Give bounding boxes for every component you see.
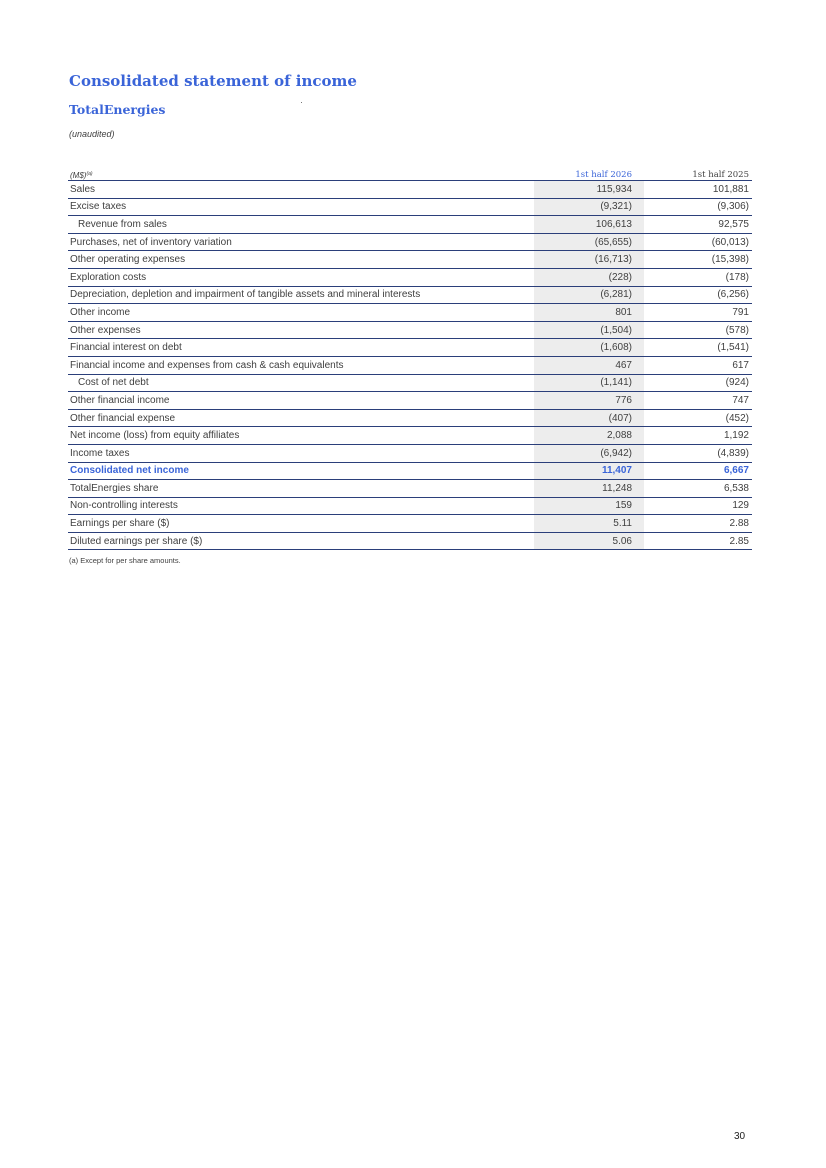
table-row — [68, 497, 752, 515]
table-row — [68, 181, 752, 199]
previous-value: (924) — [644, 374, 752, 392]
previous-value: (9,306) — [644, 198, 752, 216]
row-label: Purchases, net of inventory variation — [68, 233, 534, 251]
table-row — [68, 233, 752, 251]
row-label: Financial income and expenses from cash & cash equivalents — [68, 356, 534, 374]
previous-value: 791 — [644, 304, 752, 322]
previous-value: 6,538 — [644, 480, 752, 498]
table-row — [68, 321, 752, 339]
row-label: TotalEnergies share — [68, 480, 534, 498]
row-label: Excise taxes — [68, 198, 534, 216]
table-row — [68, 444, 752, 462]
previous-value: 1,192 — [644, 427, 752, 445]
current-value: (228) — [534, 268, 644, 286]
page-title: Consolidated statement of income — [69, 72, 357, 90]
table-row — [68, 286, 752, 304]
previous-value: (15,398) — [644, 251, 752, 269]
unit-label: (M$) — [70, 171, 87, 180]
previous-value: 2.85 — [644, 532, 752, 550]
previous-period-header: 1st half 2025 — [644, 164, 752, 181]
row-label: Other income — [68, 304, 534, 322]
income-statement-table — [68, 164, 752, 550]
row-label: Exploration costs — [68, 268, 534, 286]
previous-value: (178) — [644, 268, 752, 286]
current-value: 2,088 — [534, 427, 644, 445]
previous-value: 2.88 — [644, 515, 752, 533]
previous-value: 6,667 — [644, 462, 752, 480]
current-value: (9,321) — [534, 198, 644, 216]
current-period-header: 1st half 2026 — [534, 164, 644, 181]
table-row — [68, 480, 752, 498]
unit-footnote-mark: (a) — [86, 171, 93, 177]
previous-value: (1,541) — [644, 339, 752, 357]
current-value: 5.06 — [534, 532, 644, 550]
previous-value: 101,881 — [644, 181, 752, 199]
table-row — [68, 409, 752, 427]
row-label: Revenue from sales — [68, 216, 534, 234]
company-name: TotalEnergies — [69, 102, 166, 117]
table-row — [68, 251, 752, 269]
current-value: 5.11 — [534, 515, 644, 533]
previous-value: 747 — [644, 392, 752, 410]
previous-value: (578) — [644, 321, 752, 339]
row-label: Other financial expense — [68, 409, 534, 427]
current-value: 159 — [534, 497, 644, 515]
previous-value: 129 — [644, 497, 752, 515]
current-value: (1,504) — [534, 321, 644, 339]
row-label: Financial interest on debt — [68, 339, 534, 357]
table-row — [68, 339, 752, 357]
table-row — [68, 427, 752, 445]
previous-value: 617 — [644, 356, 752, 374]
table-header-row — [68, 164, 752, 181]
table-row — [68, 374, 752, 392]
previous-value: (6,256) — [644, 286, 752, 304]
table-row — [68, 268, 752, 286]
table-row — [68, 392, 752, 410]
table-row — [68, 198, 752, 216]
previous-value: (60,013) — [644, 233, 752, 251]
unaudited-note: (unaudited) — [69, 129, 115, 139]
current-value: 11,407 — [534, 462, 644, 480]
row-label: Other financial income — [68, 392, 534, 410]
row-label: Sales — [68, 181, 534, 199]
current-value: 776 — [534, 392, 644, 410]
unit-header — [68, 164, 534, 181]
table-row — [68, 515, 752, 533]
current-value: 106,613 — [534, 216, 644, 234]
table-row — [68, 532, 752, 550]
page-number: 30 — [734, 1131, 746, 1142]
table-row — [68, 356, 752, 374]
row-label: Consolidated net income — [68, 462, 534, 480]
row-label: Net income (loss) from equity affiliates — [68, 427, 534, 445]
row-label: Other operating expenses — [68, 251, 534, 269]
previous-value: 92,575 — [644, 216, 752, 234]
row-label: Cost of net debt — [68, 374, 534, 392]
current-value: 115,934 — [534, 181, 644, 199]
current-value: (6,281) — [534, 286, 644, 304]
stray-mark — [301, 102, 302, 103]
current-value: (65,655) — [534, 233, 644, 251]
current-value: 801 — [534, 304, 644, 322]
footnote: (a) Except for per share amounts. — [69, 556, 181, 565]
row-label: Earnings per share ($) — [68, 515, 534, 533]
current-value: (407) — [534, 409, 644, 427]
row-label: Other expenses — [68, 321, 534, 339]
current-value: (1,608) — [534, 339, 644, 357]
current-value: 11,248 — [534, 480, 644, 498]
table-row — [68, 216, 752, 234]
previous-value: (452) — [644, 409, 752, 427]
current-value: (6,942) — [534, 444, 644, 462]
row-label: Diluted earnings per share ($) — [68, 532, 534, 550]
row-label: Depreciation, depletion and impairment of tangible assets and mineral interests — [68, 286, 534, 304]
table-row — [68, 304, 752, 322]
current-value: (1,141) — [534, 374, 644, 392]
previous-value: (4,839) — [644, 444, 752, 462]
table-row-total — [68, 462, 752, 480]
current-value: 467 — [534, 356, 644, 374]
row-label: Non-controlling interests — [68, 497, 534, 515]
current-value: (16,713) — [534, 251, 644, 269]
row-label: Income taxes — [68, 444, 534, 462]
